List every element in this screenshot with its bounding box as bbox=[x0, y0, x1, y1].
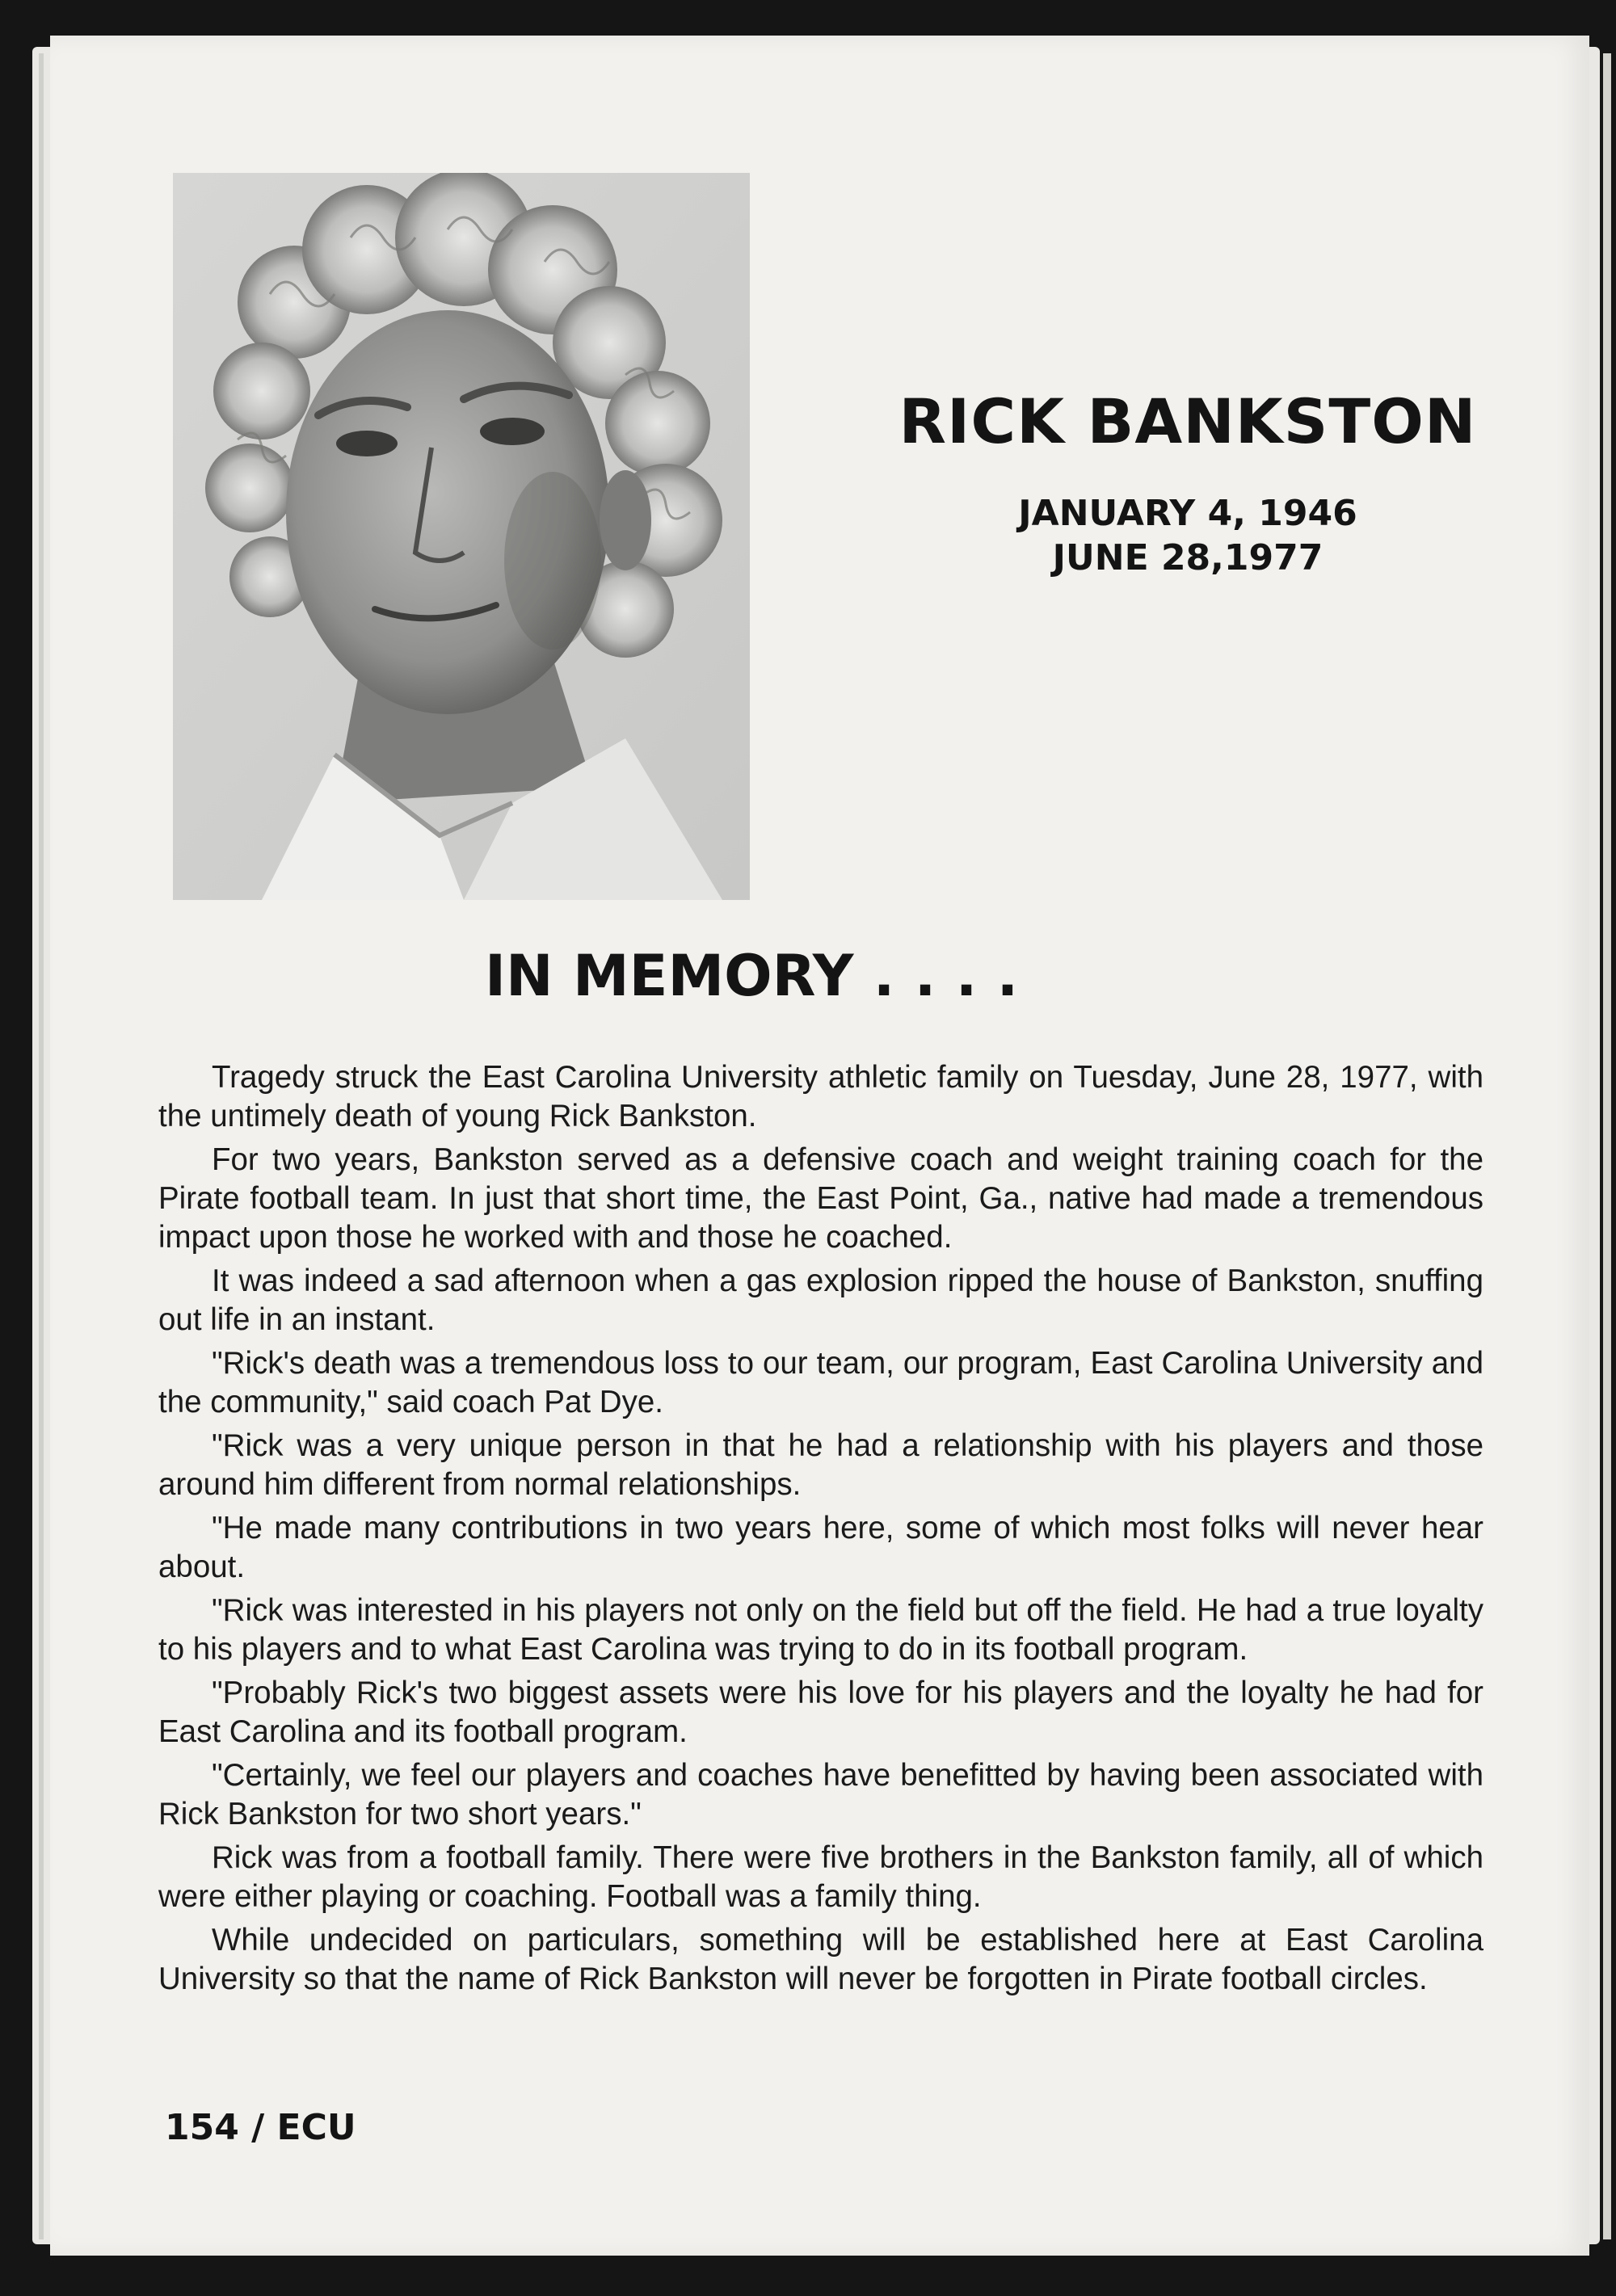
paragraph: "Rick's death was a tremendous loss to our team, our program, East Carolina University and the community," said coach Pat Dye. bbox=[158, 1346, 1483, 1419]
paragraph: For two years, Bankston served as a defensive coach and weight training coach for the Pirate football team. In just that short time, the East Point, Ga., native had made a tremendous impact upon those he worked with and those he coached. bbox=[158, 1142, 1483, 1255]
paragraph: "Rick was interested in his players not only on the field but off the field. He had a true loyalty to his players and to what East Carolina was trying to do in its football program. bbox=[158, 1593, 1483, 1667]
paragraph: "Rick was a very unique person in that he had a relationship with his players and those around him different from normal relationships. bbox=[158, 1428, 1483, 1502]
paragraph: While undecided on particulars, something will be established here at East Carolina University so that the name of Rick Bankston will never be forgotten in Pirate football circles. bbox=[158, 1923, 1483, 1996]
paragraph: It was indeed a sad afternoon when a gas explosion ripped the house of Bankston, snuffing out life in an instant. bbox=[158, 1264, 1483, 1337]
paragraph: "Certainly, we feel our players and coaches have benefitted by having been associated with Rick Bankston for two short years." bbox=[158, 1758, 1483, 1831]
section-title: IN MEMORY . . . . bbox=[485, 943, 1019, 1009]
page-number: 154 / ECU bbox=[165, 2107, 356, 2148]
article-body bbox=[158, 1058, 1483, 2004]
portrait-photo-icon bbox=[173, 173, 750, 900]
paragraph: "He made many contributions in two years here, some of which most folks will never hear about. bbox=[158, 1511, 1483, 1584]
person-name: RICK BANKSTON bbox=[898, 385, 1477, 457]
birth-date: JANUARY 4, 1946 bbox=[1018, 492, 1357, 534]
paragraph: Tragedy struck the East Carolina University athletic family on Tuesday, June 28, 1977, with the untimely death of young Rick Bankston. bbox=[158, 1060, 1483, 1133]
paragraph: "Probably Rick's two biggest assets were his love for his players and the loyalty he had for East Carolina and its football program. bbox=[158, 1676, 1483, 1749]
death-date: JUNE 28,1977 bbox=[1052, 536, 1324, 578]
memorial-heading bbox=[840, 385, 1535, 580]
paragraph: Rick was from a football family. There were five brothers in the Bankston family, all of which were either playing or coaching. Football was a family thing. bbox=[158, 1840, 1483, 1914]
